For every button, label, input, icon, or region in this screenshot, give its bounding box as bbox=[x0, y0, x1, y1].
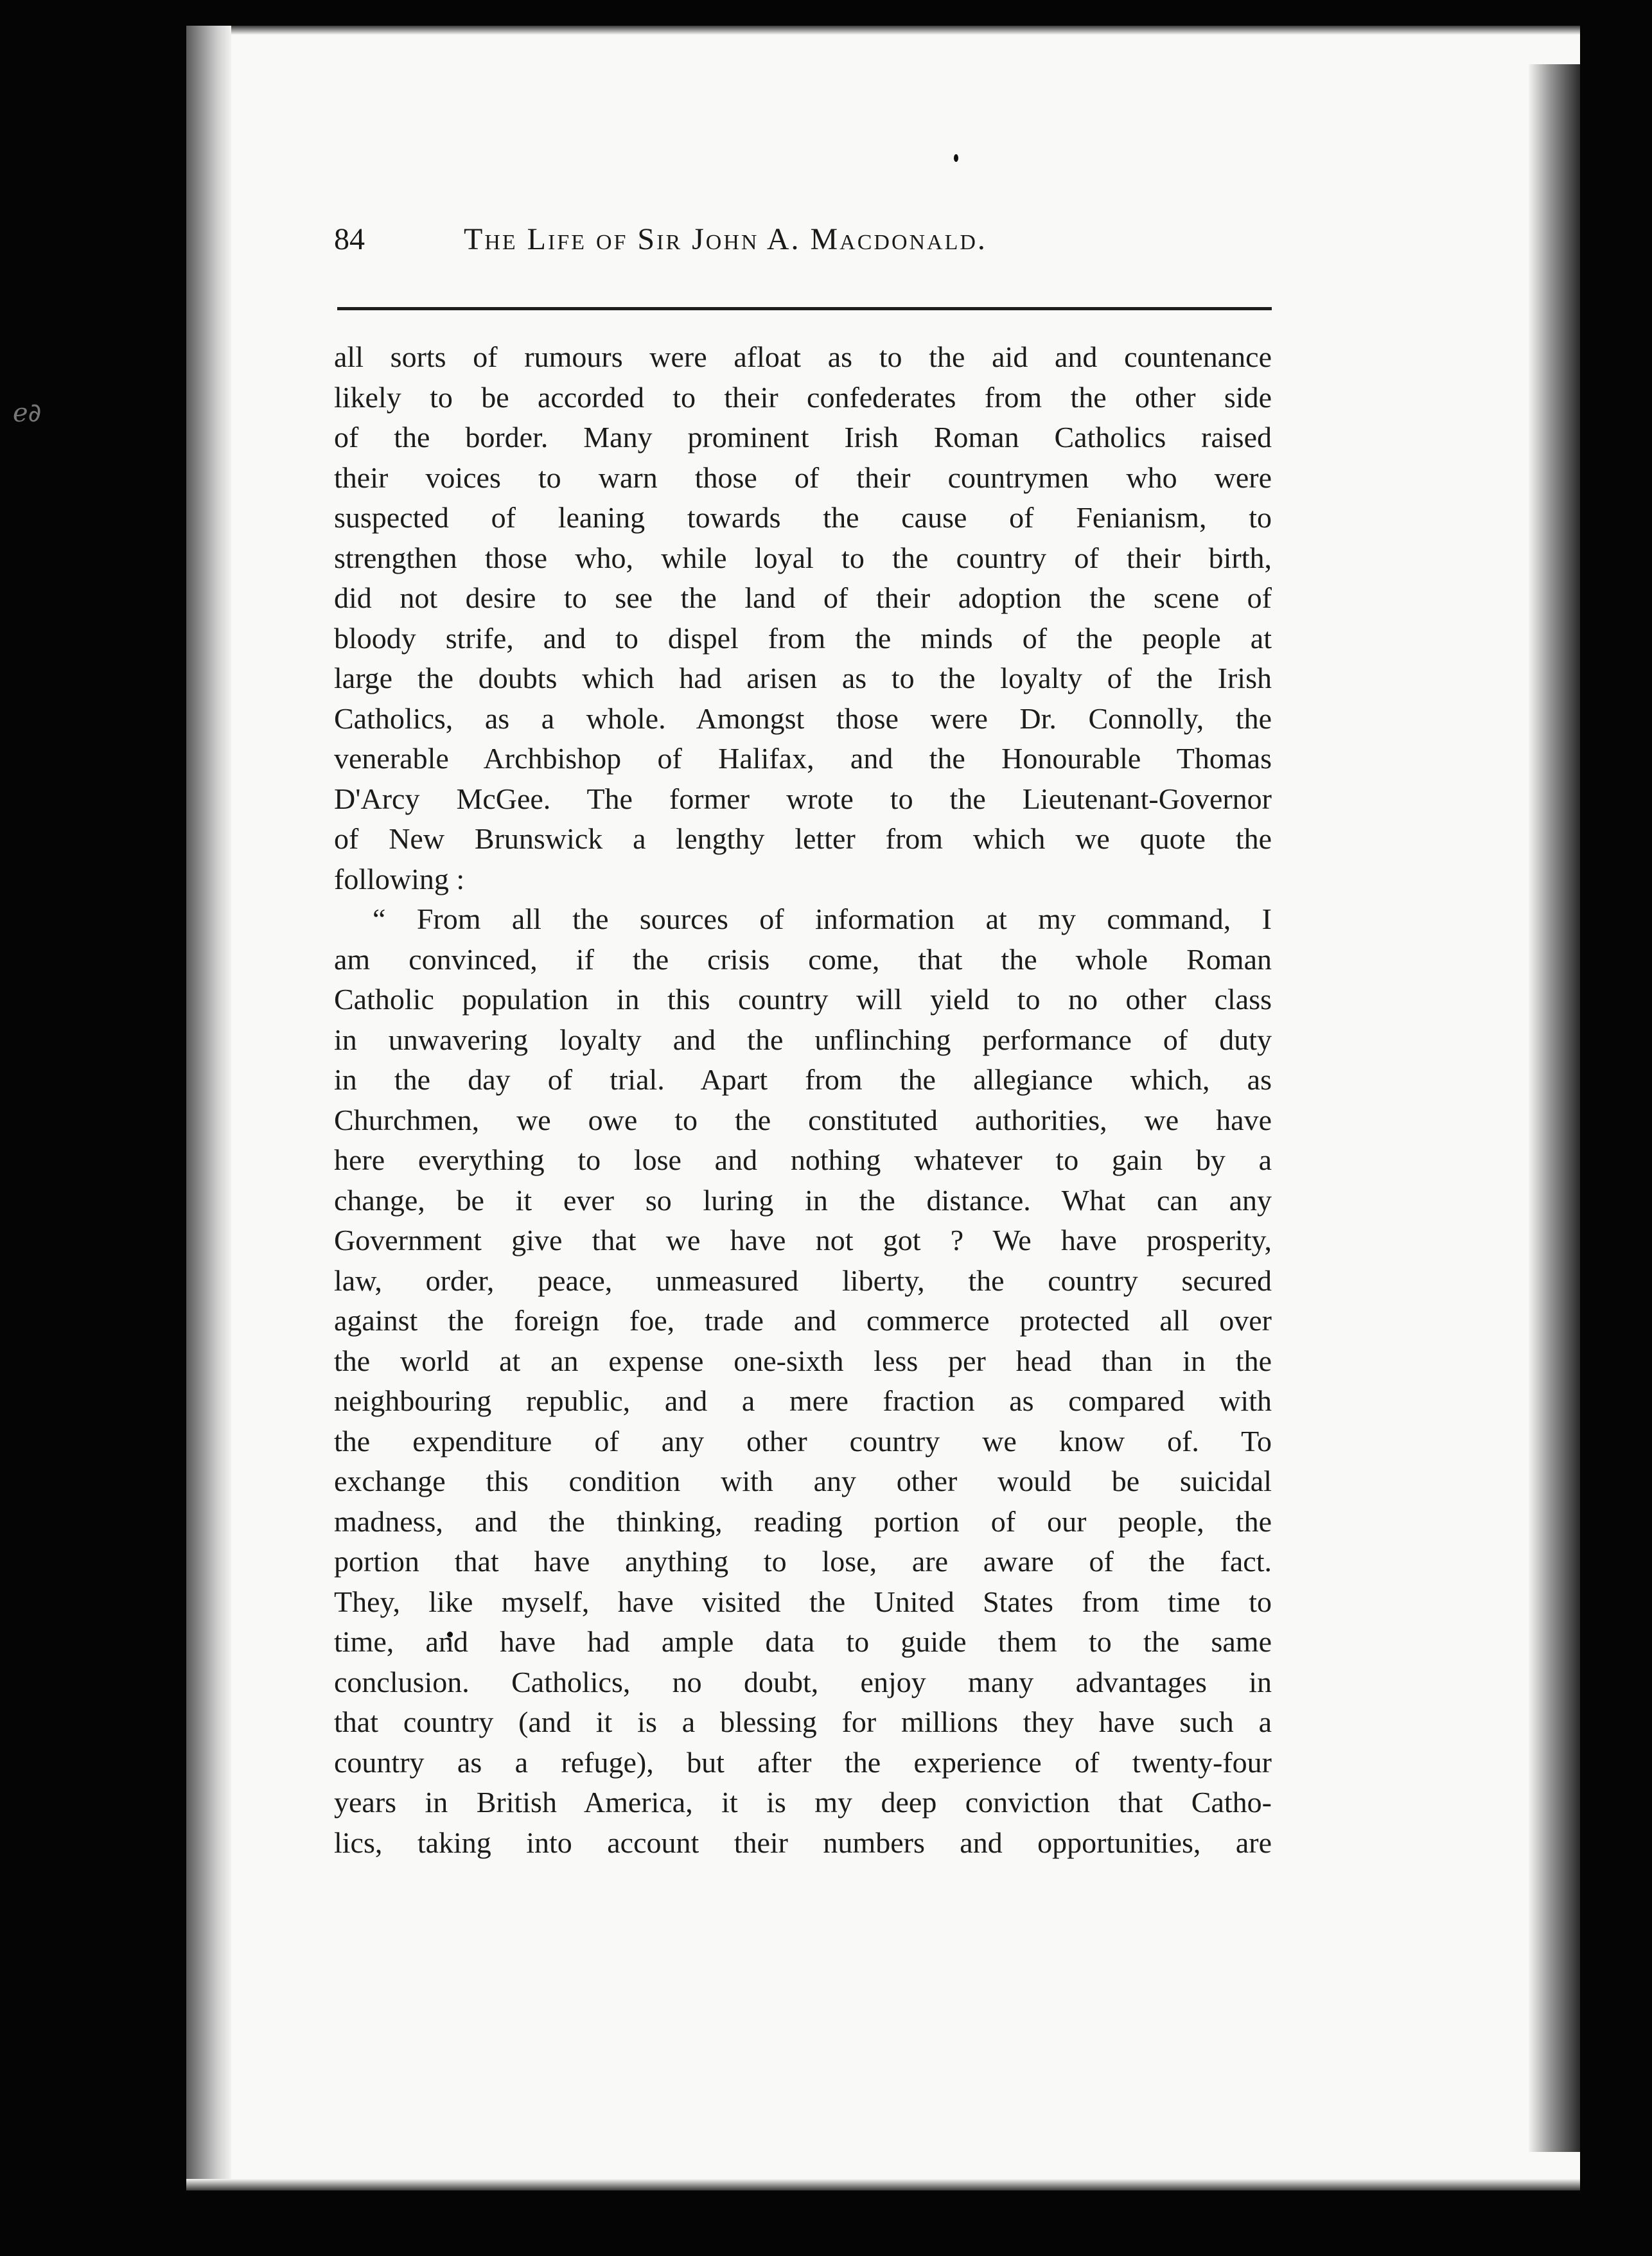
text-line: bloody strife, and to dispel from the minds of the people at bbox=[334, 621, 1272, 655]
text-line: their voices to warn those of their countrymen who were bbox=[334, 461, 1272, 494]
quote-line: madness, and the thinking, reading portion of our people, the bbox=[334, 1504, 1272, 1538]
quote-line: in the day of trial. Apart from the allegiance which, as bbox=[334, 1063, 1272, 1096]
text-line: all sorts of rumours were afloat as to the aid and countenance bbox=[334, 340, 1272, 373]
text-line: D'Arcy McGee. The former wrote to the Lieutenant-Governor bbox=[334, 782, 1272, 815]
text-line: Catholics, as a whole. Amongst those were Dr. Connolly, the bbox=[334, 701, 1272, 735]
quote-line: law, order, peace, unmeasured liberty, the country secured bbox=[334, 1264, 1272, 1297]
page-edge-bottom bbox=[186, 2179, 1580, 2190]
page-number: 84 bbox=[334, 222, 365, 256]
quote-line: change, be it ever so luring in the distance. What can any bbox=[334, 1183, 1272, 1217]
text-line: following : bbox=[334, 862, 465, 895]
quote-line: Catholic population in this country will yield to no other class bbox=[334, 983, 1272, 1016]
text-line: likely to be accorded to their confederates from the other side bbox=[334, 380, 1272, 414]
quote-line: here everything to lose and nothing whatever to gain by a bbox=[334, 1143, 1272, 1176]
running-title: The Life of Sir John A. Macdonald. bbox=[464, 222, 987, 256]
text-line: of New Brunswick a lengthy letter from which we quote the bbox=[334, 822, 1272, 855]
quote-line: the expenditure of any other country we know of. To bbox=[334, 1424, 1272, 1458]
running-header bbox=[334, 209, 1272, 279]
quote-line: in unwavering loyalty and the unflinching performance of duty bbox=[334, 1023, 1272, 1056]
quote-line: lics, taking into account their numbers and opportunities, are bbox=[334, 1826, 1272, 1859]
quote-line: country as a refuge), but after the experience of twenty-four bbox=[334, 1745, 1272, 1779]
quote-line: Churchmen, we owe to the constituted authorities, we have bbox=[334, 1103, 1272, 1136]
text-line: of the border. Many prominent Irish Roman Catholics raised bbox=[334, 421, 1272, 454]
text-line: venerable Archbishop of Halifax, and the Honourable Thomas bbox=[334, 742, 1272, 775]
text-line: strengthen those who, while loyal to the country of their birth, bbox=[334, 541, 1272, 574]
quote-line: years in British America, it is my deep conviction that Catho- bbox=[334, 1786, 1272, 1819]
quote-line: conclusion. Catholics, no doubt, enjoy many advantages in bbox=[334, 1665, 1272, 1698]
quote-line: the world at an expense one-sixth less per head than in the bbox=[334, 1344, 1272, 1377]
text-line: did not desire to see the land of their adoption the scene of bbox=[334, 581, 1272, 614]
page-edge-top bbox=[186, 26, 1580, 35]
header-rule bbox=[337, 307, 1272, 310]
quote-line: against the foreign foe, trade and commerce protected all over bbox=[334, 1304, 1272, 1337]
page-fore-edge-shadow bbox=[1529, 64, 1580, 2152]
quote-line: “ From all the sources of information at my command, I bbox=[373, 903, 1272, 935]
quote-line: am convinced, if the crisis come, that the whole Roman bbox=[334, 942, 1272, 976]
ink-speck bbox=[954, 154, 958, 162]
quote-line: They, like myself, have visited the United States from time to bbox=[334, 1585, 1272, 1618]
quote-line: portion that have anything to lose, are aware of the fact. bbox=[334, 1545, 1272, 1578]
margin-scribble: ℯ∂ bbox=[13, 398, 42, 428]
quote-line: exchange this condition with any other would be suicidal bbox=[334, 1465, 1272, 1497]
quote-line: time, and have had ample data to guide them to the same bbox=[334, 1625, 1272, 1658]
quote-line: that country (and it is a blessing for millions they have such a bbox=[334, 1705, 1272, 1738]
quote-line: neighbouring republic, and a mere fraction as compared with bbox=[334, 1384, 1272, 1417]
text-line: large the doubts which had arisen as to the loyalty of the Irish bbox=[334, 662, 1272, 694]
quote-line: Government give that we have not got ? We have prosperity, bbox=[334, 1224, 1272, 1256]
body-text bbox=[334, 337, 1272, 1863]
text-line: suspected of leaning towards the cause of Fenianism, to bbox=[334, 501, 1272, 534]
binding-shadow bbox=[186, 26, 231, 2190]
